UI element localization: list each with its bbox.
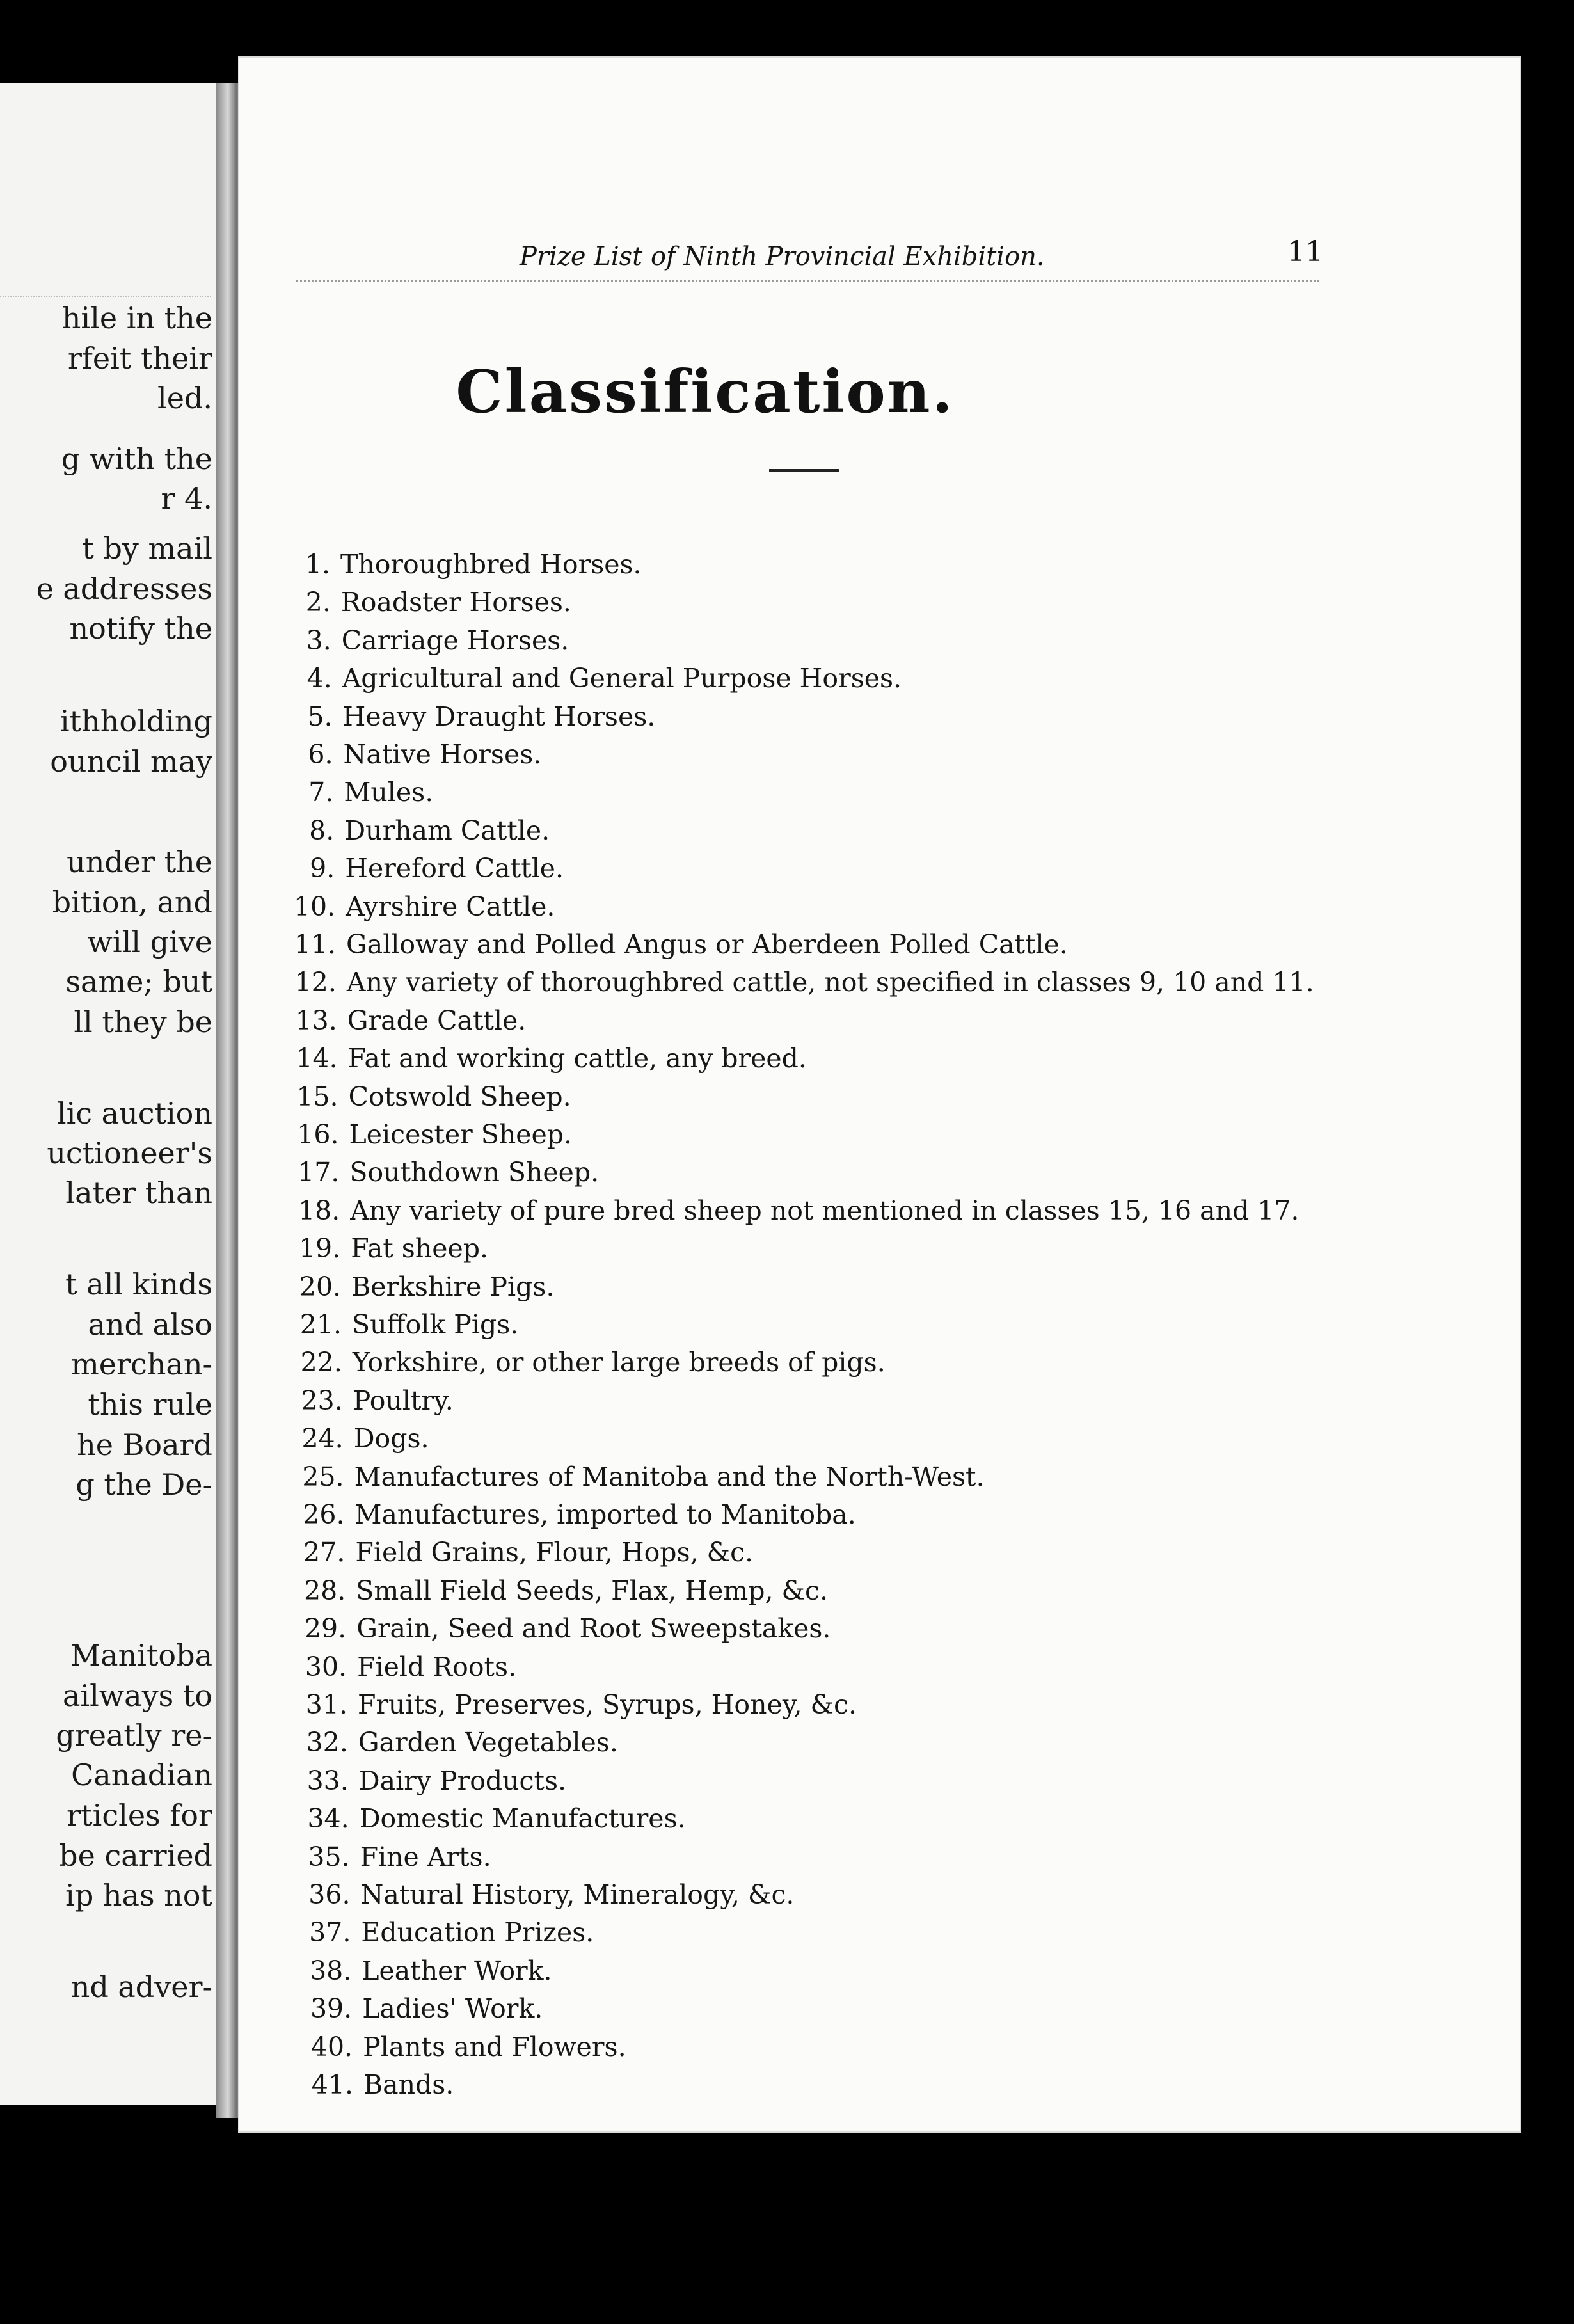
class-item [289, 1347, 886, 1378]
class-name: Small Field Seeds, Flax, Hemp, &c. [356, 1575, 829, 1606]
class-item [294, 1689, 857, 1720]
class-item [295, 1765, 566, 1796]
class-number: 40. [310, 2031, 353, 2062]
class-number: 31. [305, 1689, 347, 1720]
class-name: Grade Cattle. [347, 1005, 527, 1036]
class-number: 28. [304, 1575, 346, 1606]
class-item [298, 1955, 552, 1986]
class-name: Fat and working cattle, any breed. [347, 1043, 807, 1074]
left-page-line: and also [88, 1307, 212, 1342]
left-page-line: hile in the [61, 301, 212, 335]
class-number: 20. [299, 1271, 342, 1302]
class-name: Fine Arts. [360, 1841, 491, 1872]
class-name: Heavy Draught Horses. [342, 701, 656, 732]
left-page-line: uctioneer's [47, 1136, 212, 1170]
class-name: Grain, Seed and Root Sweepstakes. [356, 1613, 831, 1644]
left-page-line: Canadian [71, 1758, 212, 1792]
class-number: 14. [296, 1043, 338, 1074]
class-number: 21. [299, 1309, 342, 1340]
class-number: 29. [304, 1613, 347, 1644]
left-page-line: will give [87, 925, 212, 959]
class-item [291, 1499, 856, 1530]
class-number: 35. [308, 1841, 350, 1872]
class-number: 37. [309, 1917, 351, 1948]
class-number: 23. [301, 1385, 343, 1416]
class-name: Any variety of thoroughbred cattle, not specified in classes 9, 10 and 11. [346, 967, 1314, 998]
class-number: 8. [309, 815, 335, 846]
page-number: 11 [1287, 235, 1323, 268]
class-item [296, 1803, 686, 1834]
left-page-line: notify the [69, 611, 212, 646]
class-item [296, 1842, 491, 1872]
class-item [297, 1917, 594, 1948]
left-page-line: t all kinds [65, 1267, 212, 1301]
class-name: Suffolk Pigs. [352, 1309, 519, 1340]
class-number: 36. [308, 1879, 351, 1910]
left-page-line: Manitoba [70, 1638, 212, 1673]
class-number: 11. [294, 929, 336, 960]
class-name: Garden Vegetables. [358, 1727, 618, 1758]
left-page-line: g with the [61, 442, 212, 476]
class-item [287, 1271, 554, 1302]
class-name: Southdown Sheep. [349, 1157, 600, 1188]
class-number: 41. [311, 2069, 353, 2100]
left-page-line: rfeit their [67, 341, 212, 376]
class-number: 32. [306, 1727, 348, 1758]
class-number: 2. [305, 587, 331, 618]
class-item [282, 891, 555, 922]
class-name: Fruits, Preserves, Syrups, Honey, &c. [358, 1689, 857, 1720]
left-page-line: ouncil may [50, 744, 212, 779]
class-name: Carriage Horses. [341, 625, 569, 656]
left-page-line: t by mail [82, 531, 212, 566]
class-name: Manufactures of Manitoba and the North-West. [354, 1461, 985, 1492]
class-name: Fat sheep. [351, 1233, 489, 1264]
class-number: 38. [310, 1955, 352, 1986]
class-name: Poultry. [353, 1385, 454, 1416]
class-name: Domestic Manufactures. [359, 1803, 686, 1835]
class-name: Yorkshire, or other large breeds of pigs. [352, 1347, 886, 1378]
class-number: 25. [302, 1461, 344, 1492]
left-page-line: he Board [77, 1428, 212, 1462]
left-page-line: g the De- [76, 1467, 212, 1502]
class-name: Bands. [363, 2069, 454, 2100]
class-name: Dairy Products. [358, 1765, 567, 1796]
class-item [280, 815, 550, 846]
class-item [283, 1005, 527, 1036]
class-item [299, 2032, 626, 2062]
left-page-line: ll they be [74, 1005, 212, 1039]
class-number: 1. [305, 549, 330, 580]
class-item [282, 929, 1068, 960]
running-head: Prize List of Ninth Provincial Exhibition. [520, 242, 1045, 271]
class-name: Leicester Sheep. [349, 1119, 573, 1150]
class-number: 27. [303, 1537, 346, 1568]
class-item [291, 1537, 753, 1568]
class-number: 16. [297, 1119, 339, 1150]
class-item [299, 2069, 454, 2100]
class-name: Field Roots. [357, 1651, 517, 1682]
class-item [278, 625, 569, 656]
class-name: Berkshire Pigs. [351, 1271, 555, 1302]
class-item [284, 1043, 807, 1074]
left-page-line: greatly re- [56, 1718, 212, 1753]
left-page-line: under the [67, 845, 212, 879]
class-number: 24. [301, 1423, 344, 1454]
class-item [290, 1423, 429, 1454]
class-name: Natural History, Mineralogy, &c. [360, 1879, 795, 1910]
class-name: Agricultural and General Purpose Horses. [342, 663, 902, 694]
class-item [285, 1081, 571, 1112]
class-number: 3. [306, 625, 331, 656]
class-item [285, 1119, 573, 1150]
class-item [286, 1195, 1299, 1226]
class-item [277, 587, 571, 617]
class-item [279, 701, 656, 732]
class-item [288, 1309, 518, 1340]
class-name: Roadster Horses. [340, 587, 571, 618]
class-name: Thoroughbred Horses. [340, 549, 642, 580]
left-page-line: later than [65, 1175, 212, 1210]
page-11 [238, 56, 1521, 2133]
class-number: 39. [310, 1993, 353, 2025]
title-rule [769, 469, 839, 472]
class-number: 22. [300, 1347, 342, 1378]
class-name: Education Prizes. [361, 1917, 594, 1948]
running-head-rule [296, 280, 1319, 282]
class-item [297, 1879, 795, 1910]
class-number: 10. [293, 891, 336, 922]
left-page-rule [0, 296, 211, 297]
class-item [287, 1233, 488, 1264]
left-page-line: ithholding [60, 704, 212, 738]
left-page-line: bition, and [52, 885, 212, 919]
class-name: Durham Cattle. [344, 815, 550, 846]
left-page-line: rticles for [67, 1798, 212, 1833]
class-item [283, 967, 1314, 998]
class-number: 12. [294, 967, 337, 998]
class-name: Galloway and Polled Angus or Aberdeen Polled Cattle. [346, 929, 1068, 960]
class-name: Ayrshire Cattle. [346, 891, 555, 922]
class-number: 7. [308, 777, 334, 808]
class-number: 4. [306, 663, 332, 694]
class-number: 30. [305, 1651, 347, 1682]
left-page-line: led. [157, 381, 212, 415]
class-number: 9. [310, 853, 335, 884]
class-name: Native Horses. [343, 739, 542, 770]
class-item [280, 739, 542, 770]
left-page-line: merchan- [71, 1347, 212, 1381]
class-name: Leather Work. [362, 1955, 552, 1986]
class-name: Manufactures, imported to Manitoba. [354, 1499, 856, 1530]
left-page-line: same; but [65, 964, 212, 999]
class-name: Any variety of pure bred sheep not mentioned in classes 15, 16 and 17. [350, 1195, 1300, 1226]
class-item [292, 1575, 828, 1606]
class-item [278, 663, 902, 694]
class-item [290, 1461, 985, 1492]
left-page-line: e addresses [36, 571, 212, 606]
class-name: Ladies' Work. [362, 1993, 543, 2025]
class-number: 5. [307, 701, 333, 732]
class-number: 26. [303, 1499, 345, 1530]
left-page-line: be carried [59, 1838, 212, 1873]
left-page-line: ip has not [65, 1878, 212, 1913]
class-name: Field Grains, Flour, Hops, &c. [355, 1537, 754, 1568]
class-name: Plants and Flowers. [363, 2031, 626, 2062]
class-item [293, 1651, 516, 1682]
class-item [285, 1157, 599, 1188]
class-number: 13. [295, 1005, 337, 1036]
left-page-line: this rule [88, 1387, 212, 1422]
class-number: 17. [298, 1157, 340, 1188]
class-item [294, 1727, 618, 1758]
class-number: 34. [307, 1803, 349, 1835]
class-item [292, 1613, 831, 1644]
class-name: Cotswold Sheep. [348, 1081, 571, 1112]
class-number: 18. [298, 1195, 340, 1226]
class-item [298, 1993, 543, 2024]
class-number: 15. [296, 1081, 338, 1112]
left-page-line: nd adver- [70, 1970, 212, 2004]
class-name: Mules. [344, 777, 434, 808]
class-name: Hereford Cattle. [345, 853, 564, 884]
left-page-line: lic auction [56, 1096, 212, 1131]
page-title: Classification. [456, 357, 955, 426]
left-page-line: ailways to [62, 1678, 212, 1713]
class-item [289, 1385, 454, 1416]
class-item [281, 853, 564, 884]
previous-page-fragment [0, 83, 224, 2105]
left-page-line: r 4. [161, 481, 212, 516]
class-number: 33. [306, 1765, 349, 1796]
class-item [276, 549, 642, 580]
class-name: Dogs. [353, 1423, 429, 1454]
class-number: 19. [298, 1233, 341, 1264]
class-number: 6. [308, 739, 333, 770]
class-item [280, 777, 433, 808]
